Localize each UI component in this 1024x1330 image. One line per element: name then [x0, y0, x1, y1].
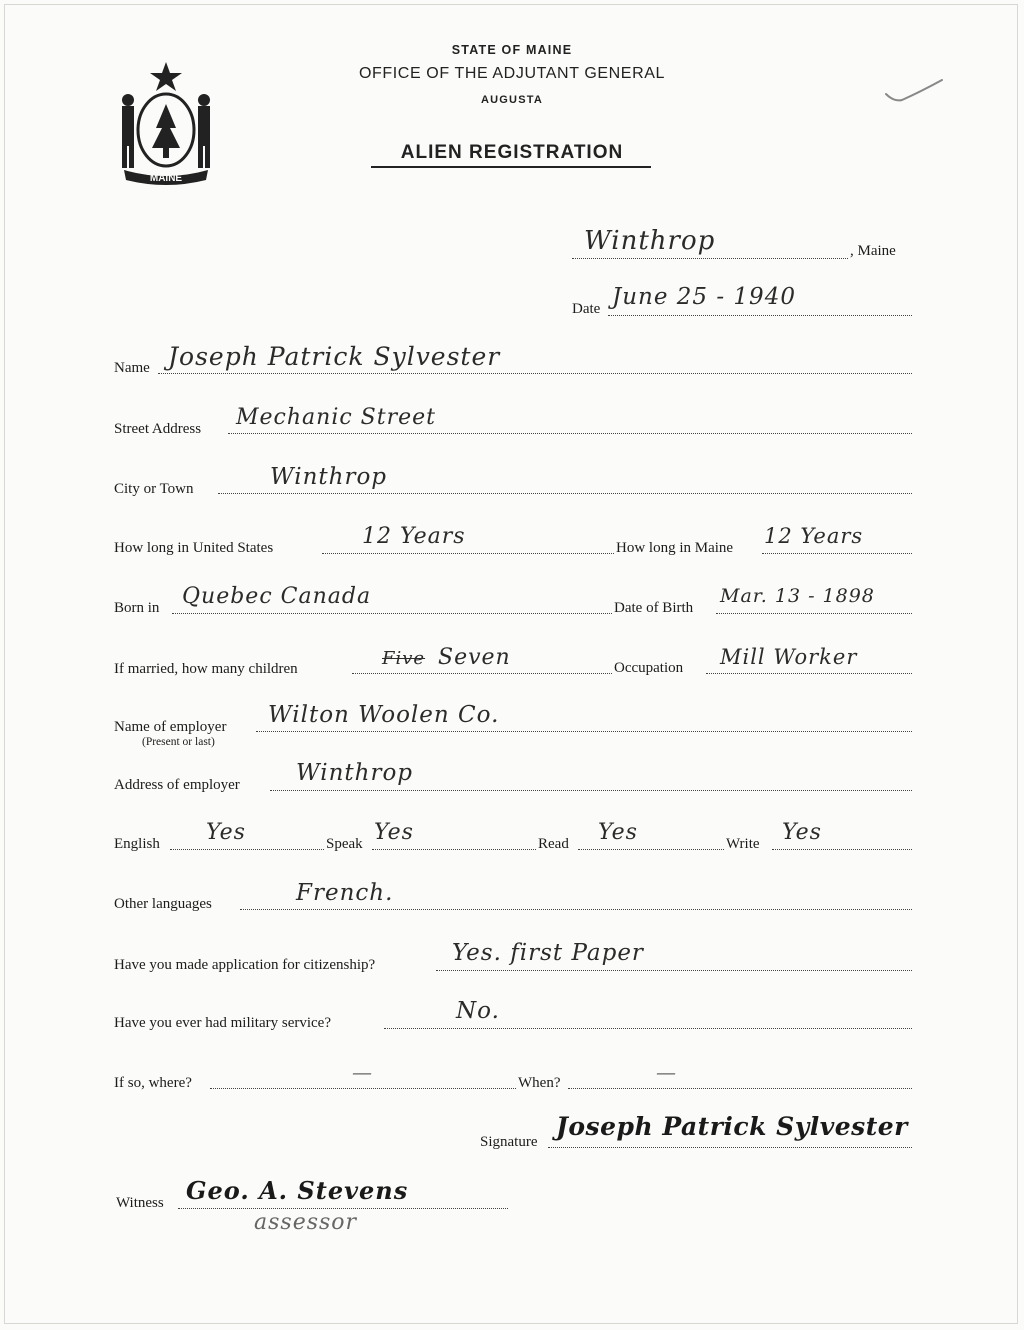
- signature-line: [548, 1147, 912, 1148]
- children-struck-value: Five: [382, 648, 426, 669]
- speak-label: Speak: [326, 836, 363, 852]
- town-line: [572, 258, 848, 259]
- street-address-label: Street Address: [114, 421, 202, 437]
- when-line: [568, 1088, 912, 1089]
- witness-title-value: assessor: [254, 1210, 358, 1235]
- header-office: OFFICE OF THE ADJUTANT GENERAL: [358, 65, 666, 82]
- form-title: ALIEN REGISTRATION: [400, 142, 624, 163]
- military-line: [384, 1028, 912, 1029]
- occupation-line: [706, 673, 912, 674]
- speak-line: [372, 849, 536, 850]
- where-label: If so, where?: [114, 1075, 192, 1091]
- when-value: —: [656, 1060, 677, 1084]
- write-line: [772, 849, 912, 850]
- born-in-label: Born in: [114, 600, 160, 616]
- how-long-maine-value: 12 Years: [764, 524, 864, 548]
- speak-value: Yes: [374, 820, 414, 845]
- title-underline: [371, 166, 651, 168]
- name-value: Joseph Patrick Sylvester: [168, 342, 501, 371]
- citizenship-value: Yes. first Paper: [452, 940, 644, 966]
- date-of-birth-line: [716, 613, 912, 614]
- employer-name-label: Name of employer: [114, 719, 227, 735]
- english-value: Yes: [206, 820, 246, 845]
- citizenship-label: Have you made application for citizenship?: [114, 957, 376, 973]
- where-line: [210, 1088, 516, 1089]
- how-long-us-line: [322, 553, 614, 554]
- maine-label: , Maine: [850, 243, 896, 259]
- city-line: [218, 493, 912, 494]
- where-value: —: [352, 1060, 373, 1084]
- witness-line: [178, 1208, 508, 1209]
- witness-value: Geo. A. Stevens: [186, 1176, 409, 1205]
- name-line: [158, 373, 912, 374]
- read-label: Read: [538, 836, 569, 852]
- date-line: [608, 315, 912, 316]
- children-line: [352, 673, 612, 674]
- other-languages-line: [240, 909, 912, 910]
- signature-label: Signature: [480, 1134, 538, 1150]
- town-value: Winthrop: [584, 226, 716, 256]
- occupation-label: Occupation: [614, 660, 684, 676]
- children-value: Seven: [438, 645, 511, 670]
- employer-address-label: Address of employer: [114, 777, 240, 793]
- english-line: [170, 849, 324, 850]
- born-in-value: Quebec Canada: [182, 584, 372, 609]
- read-value: Yes: [598, 820, 638, 845]
- write-label: Write: [726, 836, 760, 852]
- how-long-us-value: 12 Years: [362, 524, 466, 549]
- witness-label: Witness: [116, 1195, 164, 1211]
- how-long-us-label: How long in United States: [114, 540, 274, 556]
- read-line: [578, 849, 724, 850]
- children-label: If married, how many children: [114, 661, 298, 677]
- write-value: Yes: [782, 820, 822, 845]
- citizenship-line: [436, 970, 912, 971]
- date-label: Date: [572, 301, 601, 317]
- occupation-value: Mill Worker: [720, 645, 858, 669]
- street-address-line: [228, 433, 912, 434]
- english-label: English: [114, 836, 160, 852]
- when-label: When?: [518, 1075, 561, 1091]
- how-long-maine-label: How long in Maine: [616, 540, 734, 556]
- header-state: STATE OF MAINE: [451, 43, 573, 57]
- header-city: AUGUSTA: [481, 94, 543, 106]
- city-label: City or Town: [114, 481, 194, 497]
- how-long-maine-line: [762, 553, 912, 554]
- city-value: Winthrop: [270, 464, 388, 490]
- employer-address-line: [270, 790, 912, 791]
- military-label: Have you ever had military service?: [114, 1015, 331, 1031]
- date-of-birth-label: Date of Birth: [614, 600, 694, 616]
- employer-note-label: (Present or last): [142, 736, 215, 748]
- date-of-birth-value: Mar. 13 - 1898: [720, 585, 875, 607]
- military-value: No.: [456, 998, 500, 1024]
- date-value: June 25 - 1940: [612, 284, 796, 310]
- name-label: Name: [114, 360, 150, 376]
- employer-address-value: Winthrop: [296, 760, 414, 786]
- born-in-line: [172, 613, 612, 614]
- other-languages-label: Other languages: [114, 896, 212, 912]
- street-address-value: Mechanic Street: [236, 405, 436, 430]
- other-languages-value: French.: [296, 880, 394, 906]
- employer-name-line: [256, 731, 912, 732]
- employer-name-value: Wilton Woolen Co.: [268, 702, 500, 728]
- signature-value: Joseph Patrick Sylvester: [556, 1112, 908, 1141]
- check-mark-icon: [880, 72, 950, 112]
- svg-text:MAINE: MAINE: [149, 173, 183, 184]
